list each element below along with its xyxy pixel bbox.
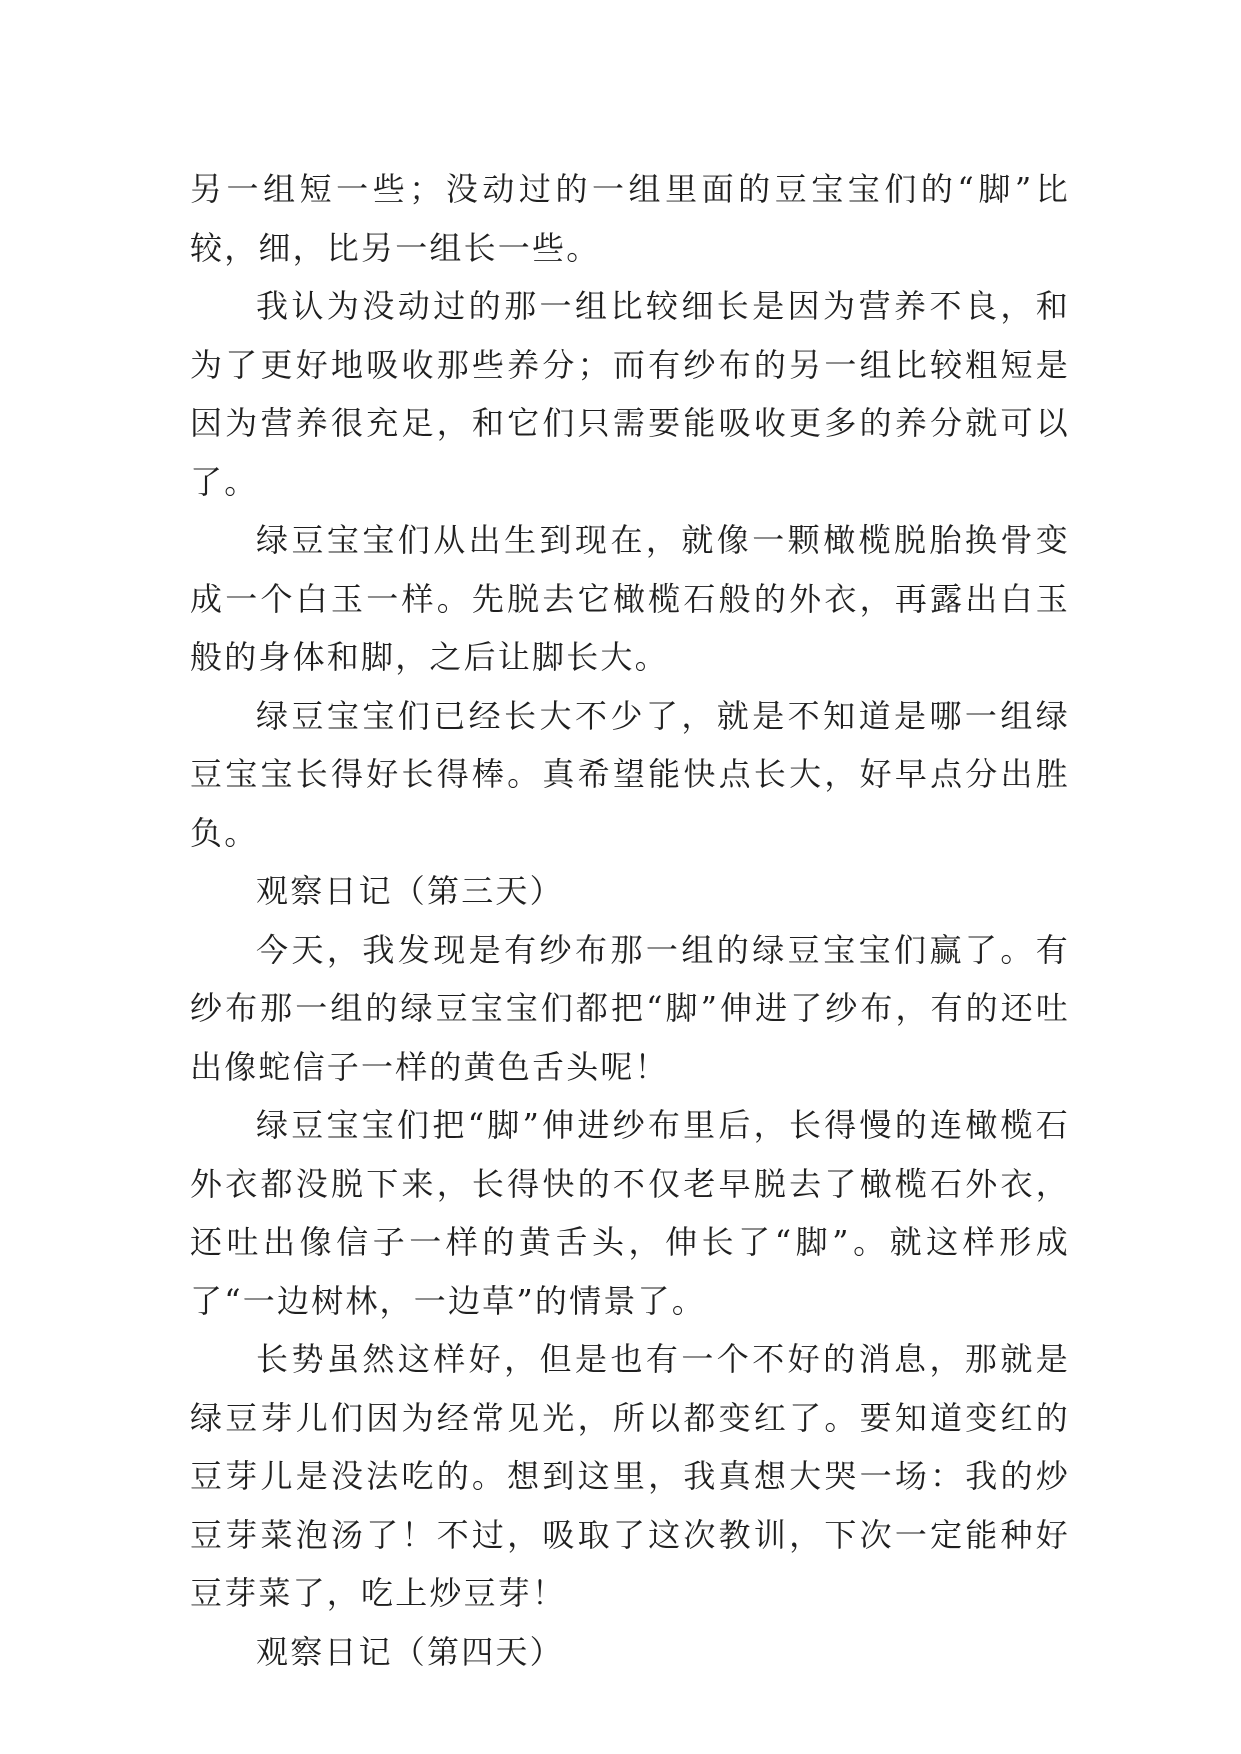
paragraph-3: 绿豆宝宝们从出生到现在，就像一颗橄榄脱胎换骨变成一个白玉一样。先脱去它橄榄石般的外衣，再露出白玉般的身体和脚，之后让脚长大。	[190, 521, 1070, 676]
paragraph-4: 绿豆宝宝们已经长大不少了，就是不知道是哪一组绿豆宝宝长得好长得棒。真希望能快点长大，好早点分出胜负。	[190, 696, 1070, 852]
document-body	[190, 160, 1070, 1681]
diary-heading-day-3: 观察日记（第三天）	[256, 872, 564, 910]
paragraph-6: 绿豆宝宝们把“脚”伸进纱布里后，长得慢的连橄榄石外衣都没脱下来，长得快的不仅老早脱去了橄榄石外衣，还吐出像信子一样的黄舌头，伸长了“脚”。就这样形成了“一边树林，一边草”的情景了。	[190, 1106, 1070, 1320]
paragraph-1: 另一组短一些；没动过的一组里面的豆宝宝们的“脚”比较，细，比另一组长一些。	[190, 170, 1070, 267]
paragraph-7: 长势虽然这样好，但是也有一个不好的消息，那就是绿豆芽儿们因为经常见光，所以都变红了。要知道变红的豆芽儿是没法吃的。想到这里，我真想大哭一场：我的炒豆芽菜泡汤了！不过，吸取了这次教训，下次一定能种好豆芽菜了，吃上炒豆芽！	[190, 1340, 1070, 1612]
diary-heading-day-4: 观察日记（第四天）	[256, 1632, 564, 1671]
paragraph-2: 我认为没动过的那一组比较细长是因为营养不良，和为了更好地吸收那些养分；而有纱布的另一组比较粗短是因为营养很充足，和它们只需要能吸收更多的养分就可以了。	[190, 287, 1070, 501]
paragraph-5: 今天，我发现是有纱布那一组的绿豆宝宝们赢了。有纱布那一组的绿豆宝宝们都把“脚”伸进了纱布，有的还吐出像蛇信子一样的黄色舌头呢！	[190, 930, 1070, 1086]
